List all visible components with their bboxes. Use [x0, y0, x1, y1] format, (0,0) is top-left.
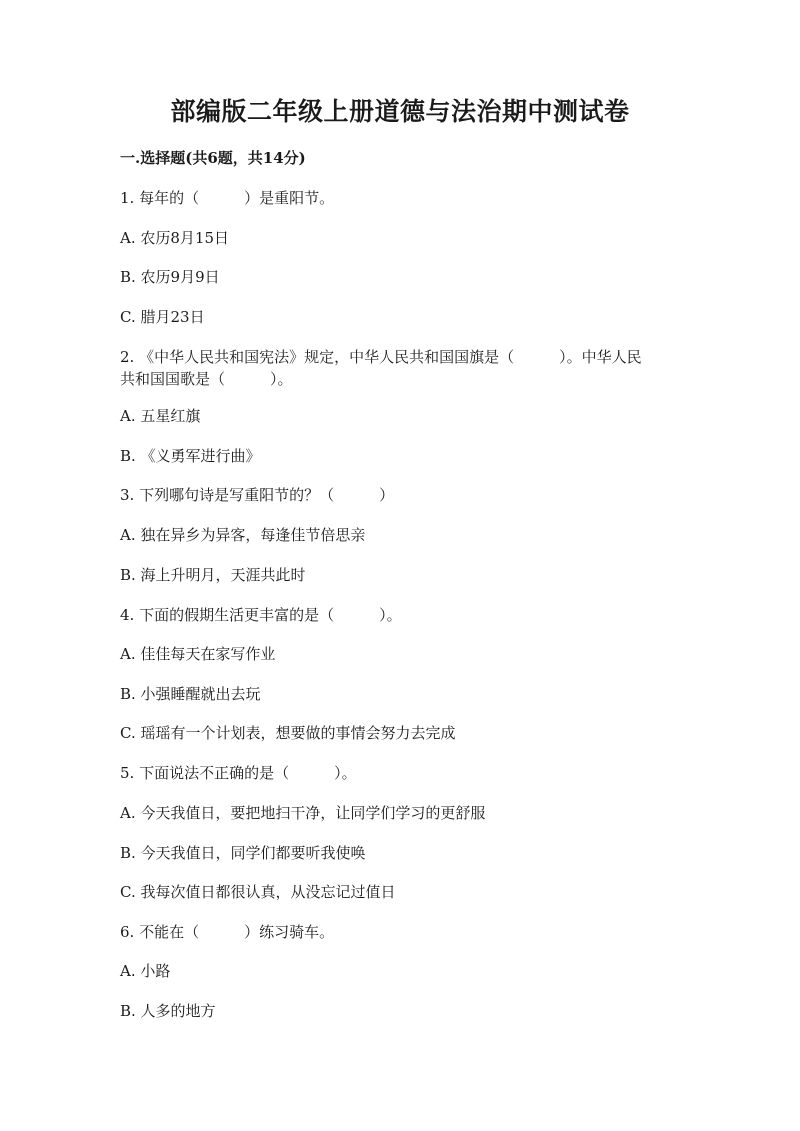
question-2-stem-line-1: 2. 《中华人民共和国宪法》规定，中华人民共和国国旗是（ ）。中华人民: [120, 348, 642, 366]
question-4-option-a: A. 佳佳每天在家写作业: [120, 645, 276, 663]
question-3-option-b: B. 海上升明月，天涯共此时: [120, 566, 306, 584]
question-4-option-c: C. 瑶瑶有一个计划表，想要做的事情会努力去完成: [120, 724, 456, 742]
question-5-option-a: A. 今天我值日，要把地扫干净，让同学们学习的更舒服: [120, 804, 486, 822]
question-3-stem: 3. 下列哪句诗是写重阳节的？（ ）: [120, 486, 395, 504]
question-1-option-c: C. 腊月23日: [120, 308, 205, 326]
question-1-option-b: B. 农历9月9日: [120, 268, 220, 286]
question-2-option-a: A. 五星红旗: [120, 407, 201, 425]
question-5-option-b: B. 今天我值日，同学们都要听我使唤: [120, 844, 366, 862]
page-title: 部编版二年级上册道德与法治期中测试卷: [170, 97, 630, 126]
question-1-option-a: A. 农历8月15日: [120, 229, 229, 247]
question-4-option-b: B. 小强睡醒就出去玩: [120, 685, 261, 703]
question-5-stem: 5. 下面说法不正确的是（ ）。: [120, 764, 357, 782]
question-6-option-b: B. 人多的地方: [120, 1002, 216, 1020]
question-4-stem: 4. 下面的假期生活更丰富的是（ ）。: [120, 606, 402, 624]
question-6-stem: 6. 不能在（ ）练习骑车。: [120, 923, 335, 941]
question-2-option-b: B. 《义勇军进行曲》: [120, 447, 261, 465]
question-5-option-c: C. 我每次值日都很认真，从没忘记过值日: [120, 883, 396, 901]
section-heading: 一.选择题(共6题，共14分): [120, 149, 306, 167]
question-3-option-a: A. 独在异乡为异客，每逢佳节倍思亲: [120, 526, 366, 544]
question-6-option-a: A. 小路: [120, 962, 171, 980]
question-1-stem: 1. 每年的（ ）是重阳节。: [120, 189, 335, 207]
question-2-stem-line-2: 共和国国歌是（ ）。: [120, 370, 293, 388]
